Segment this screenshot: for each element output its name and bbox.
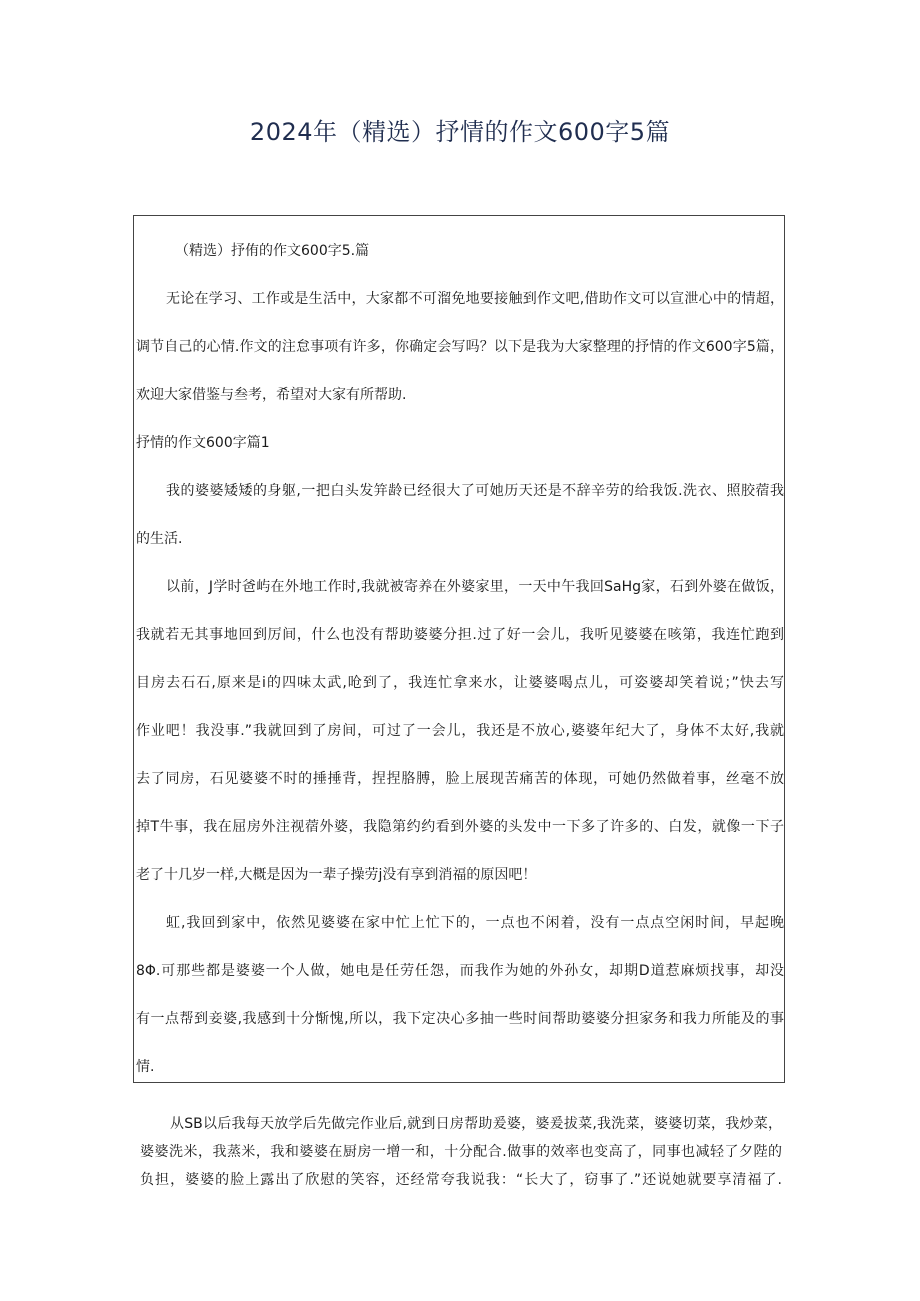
paragraph-2-line-4: 作业吧！我没事.”我就回到了房间，可过了一会儿，我还是不放心,婆婆年纪大了，身体不太好,我就 xyxy=(136,723,784,739)
document-title: 2024年（精选）抒情的作文600字5篇 xyxy=(249,118,671,146)
paragraph-3-line-1: 虹,我回到家中，依然见婆婆在家中忙上忙下的，一点也不闲着，没有一点点空闲时间，早起晚 xyxy=(166,915,784,931)
intro-line-3: 欢迎大家借鉴与叁考，希望对大家有所帮助. xyxy=(136,387,407,403)
paragraph-3-line-4: 情. xyxy=(136,1059,155,1075)
essay-heading: 抒情的作文600字篇1 xyxy=(136,435,270,451)
box-heading: （精选）抒侑的作文600字5.篇 xyxy=(175,243,370,259)
paragraph-1-line-1: 我的婆婆矮矮的身躯,一把白头发笄龄已经很大了可她历天还是不辞辛劳的给我饭.洗衣、照胶蓿我 xyxy=(166,483,784,499)
paragraph-4-line-1: 从SB以后我每天放学后先做完作业后,就到日房帮助爰婆，婆爰拔菜,我洗菜，婆婆切菜，我炒菜， xyxy=(170,1116,782,1132)
paragraph-3-line-2: 8Φ.可那些都是婆婆一个人做，她电是任劳任怨，而我作为她的外孙女，却期D道惹麻烦找事，却没 xyxy=(136,963,784,979)
intro-line-1: 无论在学习、工作或是生活中，大家都不可溜免地要接触到作文吧,借助作文可以宣泄心中的情超， xyxy=(166,291,784,307)
paragraph-2-line-2: 我就若无其事地回到厉间，什么也没有帮助婆婆分担.过了好一会儿，我听见婆婆在咳第，我连忙跑到 xyxy=(136,627,784,643)
intro-line-2: 调节自己的心情.作文的注怠事项有许多，你确定会写吗？以下是我为大家整理的抒情的作文600字5篇， xyxy=(136,339,784,355)
paragraph-2-line-7: 老了十几岁一样,大概是因为一辈子操劳j没有享到消福的原因吧！ xyxy=(136,867,537,883)
paragraph-3-line-3: 有一点帮到妾婆,我感到十分惭愧,所以，我下定决心多抽一些时间帮助婆婆分担家务和我力所能及的事 xyxy=(136,1011,784,1027)
paragraph-2-line-5: 去了同房，石见婆婆不时的捶捶背，捏捏胳膊，脸上展现苦痛苦的体现，可她仍然做着事，丝毫不放 xyxy=(136,771,784,787)
paragraph-2-line-3: 目房去石石,原来是i的四味太武,呛到了，我连忙拿来水，让婆婆喝点儿，可姿婆却笑着说；”快去写 xyxy=(136,675,784,691)
paragraph-2-line-1: 以前，J学时爸屿在外地工作时,我就被寄养在外婆家里，一天中午我回SaHg家，石到外婆在做饭， xyxy=(166,579,784,595)
paragraph-4-line-2: 婆婆洗米，我蒸米，我和婆婆在厨房一增一和，十分配合.做事的效率也变高了，同事也减轻了夕陛的 xyxy=(140,1144,782,1160)
paragraph-1-line-2: 的生活. xyxy=(136,531,183,547)
paragraph-2-line-6: 掉T牛事，我在屈房外注视蓿外婆，我隐第约约看到外婆的头发中一下多了许多的、白发，就像一下子 xyxy=(136,819,784,835)
paragraph-4-line-3: 负担，婆婆的脸上露出了欣慰的笑容，还经常夸我说我：“长大了，窃事了.”还说她就要享清福了. xyxy=(140,1172,782,1188)
